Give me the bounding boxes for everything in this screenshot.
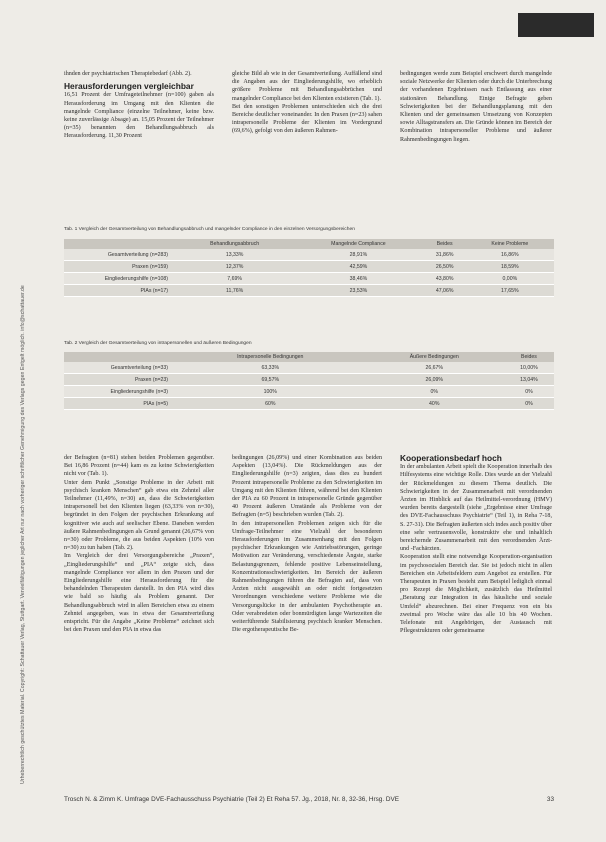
table-cell: 69,57% bbox=[176, 374, 365, 386]
table-row bbox=[64, 249, 554, 261]
paragraph: In der ambulanten Arbeit spielt die Kooperation innerhalb des Hilfesystems eine wichtige Rolle. Dies wurde an der Vielzahl der Rückmeldungen zu diesem Thema deutlich. Die Schwierigkeiten in der Zusammenarbeit mit verordnenden Ärzten im Hinblick auf das Heilmittel-verordnung (HMV) wurden bereits dargestellt (siehe „Ergebnisse einer Umfrage des DVE-Fachausschuss Psychiatrie“ (Teil 1), in Reha 7-18, S. 27-31). Die Befragten äußerten sich indes auch positiv über eine sehr vertrauensvolle, konstruktiv ehe und inhaltlich bereichernde Zusammenarbeit mit den verordnenden Ärzt- und -Fachärzten. bbox=[400, 464, 552, 553]
table-cell: 47,06% bbox=[424, 285, 466, 297]
table-row bbox=[64, 398, 554, 410]
paragraph: 16,51 Prozent der Umfrageteilnehmer (n=100) gaben als Herausforderung im Umgang mit den Klienten die mangelnde Compliance (einzelne Teilnehmer, keine bzw. keine zuverlässige Absage) an. 15,05 Prozent der Teilnehmer (n=35) benannten den Behandlungsabbruch als Herausforderung. 11,30 Prozent bbox=[64, 92, 214, 140]
paragraph: bedingungen werde zum Beispiel erschwert durch mangelnde soziale Netzwerke der Klienten oder durch die Unterbrechung der vorhandenen Ergebnissen nach Entlassung aus einer stationären Behandlung. Einige Befragte geben Schwierigkeiten bei der Behandlungsplanung mit den Klienten und der gemeinsamen Umsetzung von Konzepten sowie Alltagstransfers an. Die Gründe können im Bereich der Kombination intrapersoneller Probleme und äußerer Rahmenbedingungen liegen. bbox=[400, 71, 552, 143]
row-label: PIAs (n=5) bbox=[64, 398, 176, 410]
table-cell: 11,76% bbox=[176, 285, 293, 297]
table-cell: 26,67% bbox=[365, 362, 504, 374]
paragraph: In den intrapersonellen Problemen zeigen sich für die Umfrage-Teilnehmer eine Vielzahl der besonderen Herausforderungen im Zusammenhang mit den Folgen psychischer Erkrankungen wie Antriebsstörungen, geringe Motivation zur Veränderung, verschiedenste Ängste, starke Belastungsgrenzen, fehlende positive Lebenseinstellung, Konzentrationsschwierigkeiten. Im Bereich der äußeren Rahmenbedingungen führen die Befragten auf, dass von Ärzten nicht ausgewählt an oder nicht fortgesetzten Verordnungen verschiedene weitere Probleme wie die Versorgungslücke in der ambulanten Psychotherapie an. Oder verabredeten oder bonmürdigten lange Wartezeiten die weiterführende Stabilisierung psychisch kranker Menschen. Die ergotherapeutische Be- bbox=[232, 520, 382, 634]
page-number: 33 bbox=[546, 796, 554, 803]
row-label: PIAs (n=17) bbox=[64, 285, 176, 297]
footer-citation: Trosch N. & Zimm K. Umfrage DVE-Fachausschuss Psychiatrie (Teil 2) Et Reha 57. Jg., 2018, Nr. 8, 32-36, Hrsg. DVE bbox=[64, 796, 400, 803]
row-label: Praxen (n=159) bbox=[64, 261, 176, 273]
row-label: Eingliederungshilfe (n=108) bbox=[64, 273, 176, 285]
table-cell: 0% bbox=[365, 386, 504, 398]
table-cell: 13,33% bbox=[176, 249, 293, 261]
table-2 bbox=[64, 352, 554, 410]
table-1-caption: Tab. 1 Vergleich der Gesamtverteilung von Behandlungsabbruch und mangelnder Compliance in den einzelnen Versorgungsbereichen bbox=[64, 227, 355, 232]
column-3-top bbox=[400, 70, 552, 144]
table-cell: 18,59% bbox=[466, 261, 554, 273]
table-header-cell: Mangelnde Compliance bbox=[293, 239, 423, 249]
table-row bbox=[64, 261, 554, 273]
section-tab bbox=[518, 13, 594, 37]
table-cell: 43,80% bbox=[424, 273, 466, 285]
column-2-top bbox=[232, 70, 382, 136]
table-header-cell: Beides bbox=[424, 239, 466, 249]
column-3-bottom bbox=[400, 450, 552, 635]
table-header-cell bbox=[64, 239, 176, 249]
row-label: Eingliederungshilfe (n=3) bbox=[64, 386, 176, 398]
table-2-caption: Tab. 2 Vergleich der Gesamtverteilung von intrapersonellen und äußeren Bedingungen bbox=[64, 341, 252, 346]
paragraph: Kooperation stellt eine notwendige Kooperation-organisation im psychosozialen Bereich dar. Sie ist jedoch nicht in allen Bereichen ein Arbeitsfeldern zum Angebot zu erstellen. Für Therapeuten in Praxen besteht zum Beispiel lediglich einmal pro Rezept die Möglichkeit, zusätzlich das Heilmittel „Beratung zur Integration in das häusliche und soziale Umfeld“ abzurechnen. Bei einer Frequenz von ein bis zweimal pro Woche wäre das alle 10 bis 40 Wochen. Telefonate mit Angehörigen, der Austausch mit Pflegestrukturen oder gemeinsame bbox=[400, 554, 552, 635]
table-header-cell: Äußere Bedingungen bbox=[365, 352, 504, 362]
table-cell: 31,86% bbox=[424, 249, 466, 261]
section-heading: Herausforderungen vergleichbar bbox=[64, 81, 194, 92]
table-cell: 28,91% bbox=[293, 249, 423, 261]
column-1-top bbox=[64, 70, 214, 141]
table-cell: 12,37% bbox=[176, 261, 293, 273]
table-row bbox=[64, 285, 554, 297]
row-label: Gesamtverteilung (n=33) bbox=[64, 362, 176, 374]
column-1-bottom bbox=[64, 454, 214, 634]
table-header-cell: Behandlungsabbruch bbox=[176, 239, 293, 249]
table-row bbox=[64, 362, 554, 374]
table-header-cell: Beides bbox=[504, 352, 554, 362]
table-cell: 42,59% bbox=[293, 261, 423, 273]
table-row bbox=[64, 386, 554, 398]
page-footer bbox=[64, 796, 554, 803]
table-cell: 38,46% bbox=[293, 273, 423, 285]
paragraph: Unter dem Punkt „Sonstige Probleme in der Arbeit mit psychisch kranken Menschen“ gab etwa ein Zehntel aller Teilnehmer (11,49%, n=30) an, dass die Schwierigkeiten intrapersonell bei den Klienten liegen (63,33% von n=30), begründet in den Folgen der psychischen Erkrankung auf kognitiver wie auch auf seelischer Ebene. Daneben werden äußere Rahmenbedingungen als Grund genannt (26,67% von n=30) oder Probleme, die aus beiden Aspekten (10% von n=30) zu tun haben (Tab. 2). bbox=[64, 479, 214, 552]
copyright-note: Urheberrechtlich geschütztes Material. Copyright: Schattauer Verlag, Stuttgart. Vervielfältigungen jeglicher Art nur nach vorheriger schriftlicher Genehmigung des Verlags gegen Entgelt möglich. info@schattauer.de bbox=[20, 285, 26, 784]
table-header-row bbox=[64, 352, 554, 362]
table-cell: 26,50% bbox=[424, 261, 466, 273]
table-cell: 0% bbox=[504, 398, 554, 410]
paragraph: ihnden der psychiatrischen Therapiebedarf (Abb. 2). bbox=[64, 71, 192, 77]
section-heading: Kooperationsbedarf hoch bbox=[400, 453, 502, 463]
paragraph: Bei den sonstigen Problemen unterschieden sich die drei Bereiche deutlicher voneinander. In den Praxen (n=23) sahen intrapersonelle Probleme der Klienten im Vordergrund (69,6%), gefolgt von den äußeren Rahmen- bbox=[232, 103, 382, 135]
column-2-bottom bbox=[232, 454, 382, 634]
table-header-cell: Intrapersonelle Bedingungen bbox=[176, 352, 365, 362]
paragraph: der Befragten (n=81) stehen beiden Problemen gegenüber. Bei 16,86 Prozent (n=44) kam es zu keine Schwierigkeiten nicht vor (Tab. 1). bbox=[64, 455, 214, 478]
table-cell: 60% bbox=[176, 398, 365, 410]
table-cell: 0% bbox=[504, 386, 554, 398]
table-cell: 23,53% bbox=[293, 285, 423, 297]
table-cell: 17,65% bbox=[466, 285, 554, 297]
paragraph: bedingungen (26,09%) und einer Kombination aus beiden Aspekten (13,04%). Die Rückmeldungen aus der Eingliederungshilfe (n=3) zeigten, dass dies zu hundert Prozent intrapersonelle Probleme zu den Schwierigkeiten im Umgang mit den Klienten führen, während bei den Klienten der PIA zu 60 Prozent in intrapersonelle Gründe gegenüber 40 Prozent äußeren Umstände als Probleme von der Befragten (n=5) beschrieben wurden (Tab. 2). bbox=[232, 455, 382, 519]
table-header-cell: Keine Probleme bbox=[466, 239, 554, 249]
table-row bbox=[64, 273, 554, 285]
table-cell: 10,00% bbox=[504, 362, 554, 374]
table-cell: 100% bbox=[176, 386, 365, 398]
table-header-row bbox=[64, 239, 554, 249]
table-cell: 16,86% bbox=[466, 249, 554, 261]
table-header-cell bbox=[64, 352, 176, 362]
paragraph: Im Vergleich der drei Versorgungsbereiche „Praxen“, „Eingliederungshilfe“ und „PIA“ zeigte sich, dass mangelnde Compliance vor allem in den Praxen und der Eingliederungshilfe eine Herausforderung für die behandelnden Therapeuten darstellt. In den PIA wird dies wie bald so häufig als Problem genannt. Der Behandlungsabbruch wird in allen Bereichen etwa zu einem Zehntel angegeben, was in etwa der Gesamtverteilung entspricht. Für die Angabe „Keine Probleme“ zeichnet sich bei den Praxen und den PIA in etwa das bbox=[64, 553, 214, 634]
table-cell: 13,04% bbox=[504, 374, 554, 386]
table-cell: 0,00% bbox=[466, 273, 554, 285]
row-label: Gesamtverteilung (n=283) bbox=[64, 249, 176, 261]
row-label: Praxen (n=23) bbox=[64, 374, 176, 386]
table-row bbox=[64, 374, 554, 386]
table-cell: 63,33% bbox=[176, 362, 365, 374]
table-cell: 40% bbox=[365, 398, 504, 410]
table-cell: 7,69% bbox=[176, 273, 293, 285]
table-1 bbox=[64, 239, 554, 297]
paragraph: gleiche Bild ab wie in der Gesamtverteilung. Auffällend sind die Angaben aus der Eingliederungshilfe, wo erheblich größere Probleme mit Behandlungsabbrüchen und mangelnder Compliance bei den Klienten existieren (Tab. 1). bbox=[232, 71, 382, 102]
table-cell: 26,09% bbox=[365, 374, 504, 386]
